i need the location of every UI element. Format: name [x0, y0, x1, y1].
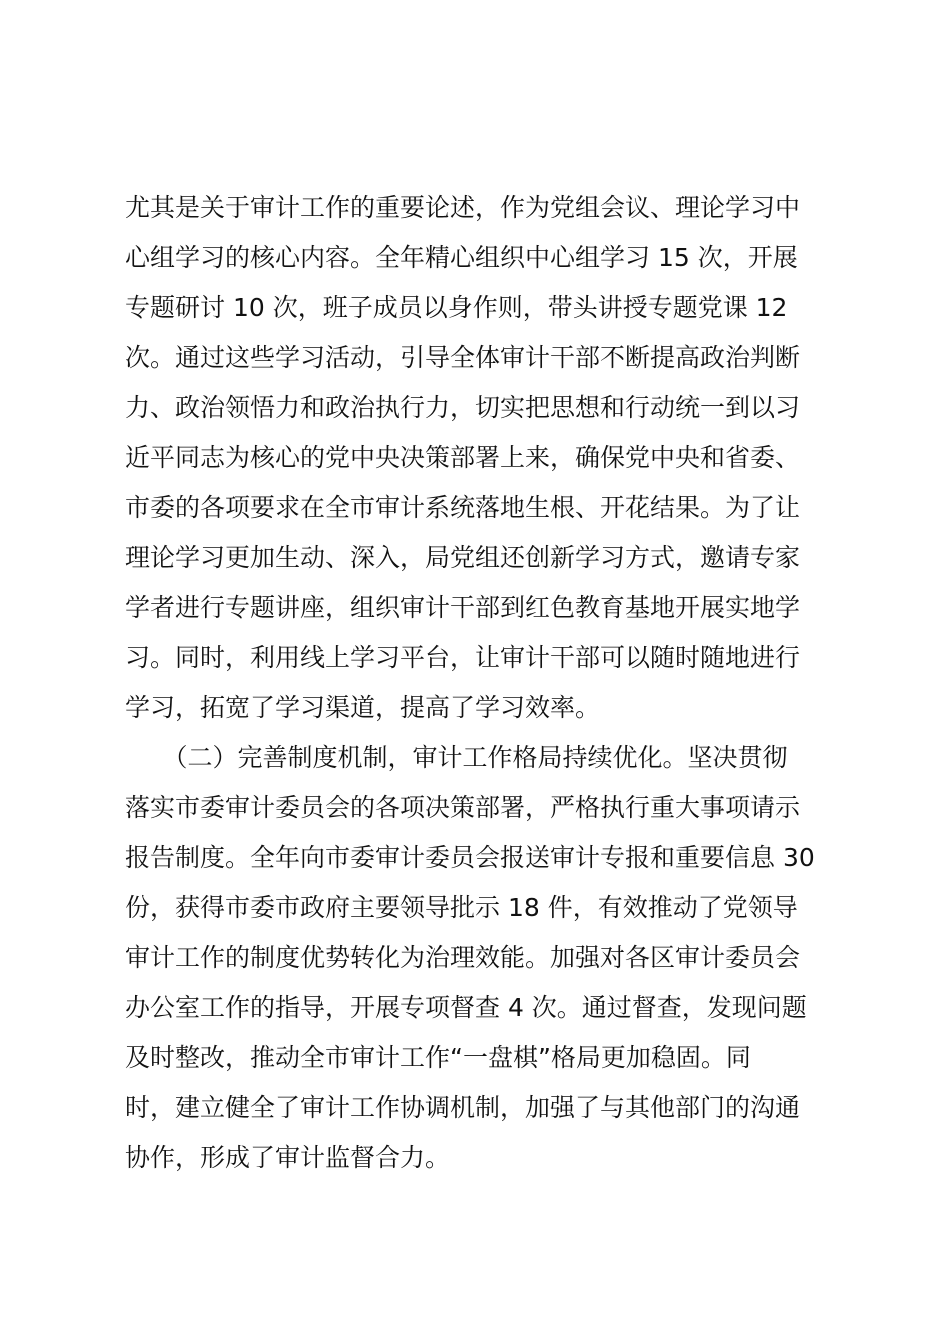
text-line: 市委的各项要求在全市审计系统落地生根、开花结果。为了让 — [125, 493, 801, 522]
text-line: 审计工作的制度优势转化为治理效能。加强对各区审计委员会 — [125, 943, 801, 972]
body-text — [125, 183, 835, 1183]
text-line: 专题研讨 10 次，班子成员以身作则，带头讲授专题党课 12 — [125, 293, 788, 322]
text-line: 学习，拓宽了学习渠道，提高了学习效率。 — [125, 693, 601, 722]
section-heading-line: （二）完善制度机制，审计工作格局持续优化。坚决贯彻 — [125, 743, 788, 772]
text-line: 力、政治领悟力和政治执行力，切实把思想和行动统一到以习 — [125, 393, 801, 422]
text-line: 份，获得市委市政府主要领导批示 18 件，有效推动了党领导 — [125, 893, 798, 922]
text-line: 理论学习更加生动、深入，局党组还创新学习方式，邀请专家 — [125, 543, 801, 572]
text-line: 学者进行专题讲座，组织审计干部到红色教育基地开展实地学 — [125, 593, 801, 622]
text-line: 及时整改，推动全市审计工作“一盘棋”格局更加稳固。同 — [125, 1043, 751, 1072]
text-line: 办公室工作的指导，开展专项督查 4 次。通过督查，发现问题 — [125, 993, 807, 1022]
text-line: 习。同时，利用线上学习平台，让审计干部可以随时随地进行 — [125, 643, 801, 672]
text-line: 心组学习的核心内容。全年精心组织中心组学习 15 次，开展 — [125, 243, 798, 272]
text-line: 次。通过这些学习活动，引导全体审计干部不断提高政治判断 — [125, 343, 801, 372]
text-line: 落实市委审计委员会的各项决策部署，严格执行重大事项请示 — [125, 793, 801, 822]
text-line: 尤其是关于审计工作的重要论述，作为党组会议、理论学习中 — [125, 193, 801, 222]
text-line: 近平同志为核心的党中央决策部署上来，确保党中央和省委、 — [125, 443, 801, 472]
text-line: 协作，形成了审计监督合力。 — [125, 1143, 451, 1172]
text-line: 时，建立健全了审计工作协调机制，加强了与其他部门的沟通 — [125, 1093, 801, 1122]
text-line: 报告制度。全年向市委审计委员会报送审计专报和重要信息 30 — [125, 843, 815, 872]
